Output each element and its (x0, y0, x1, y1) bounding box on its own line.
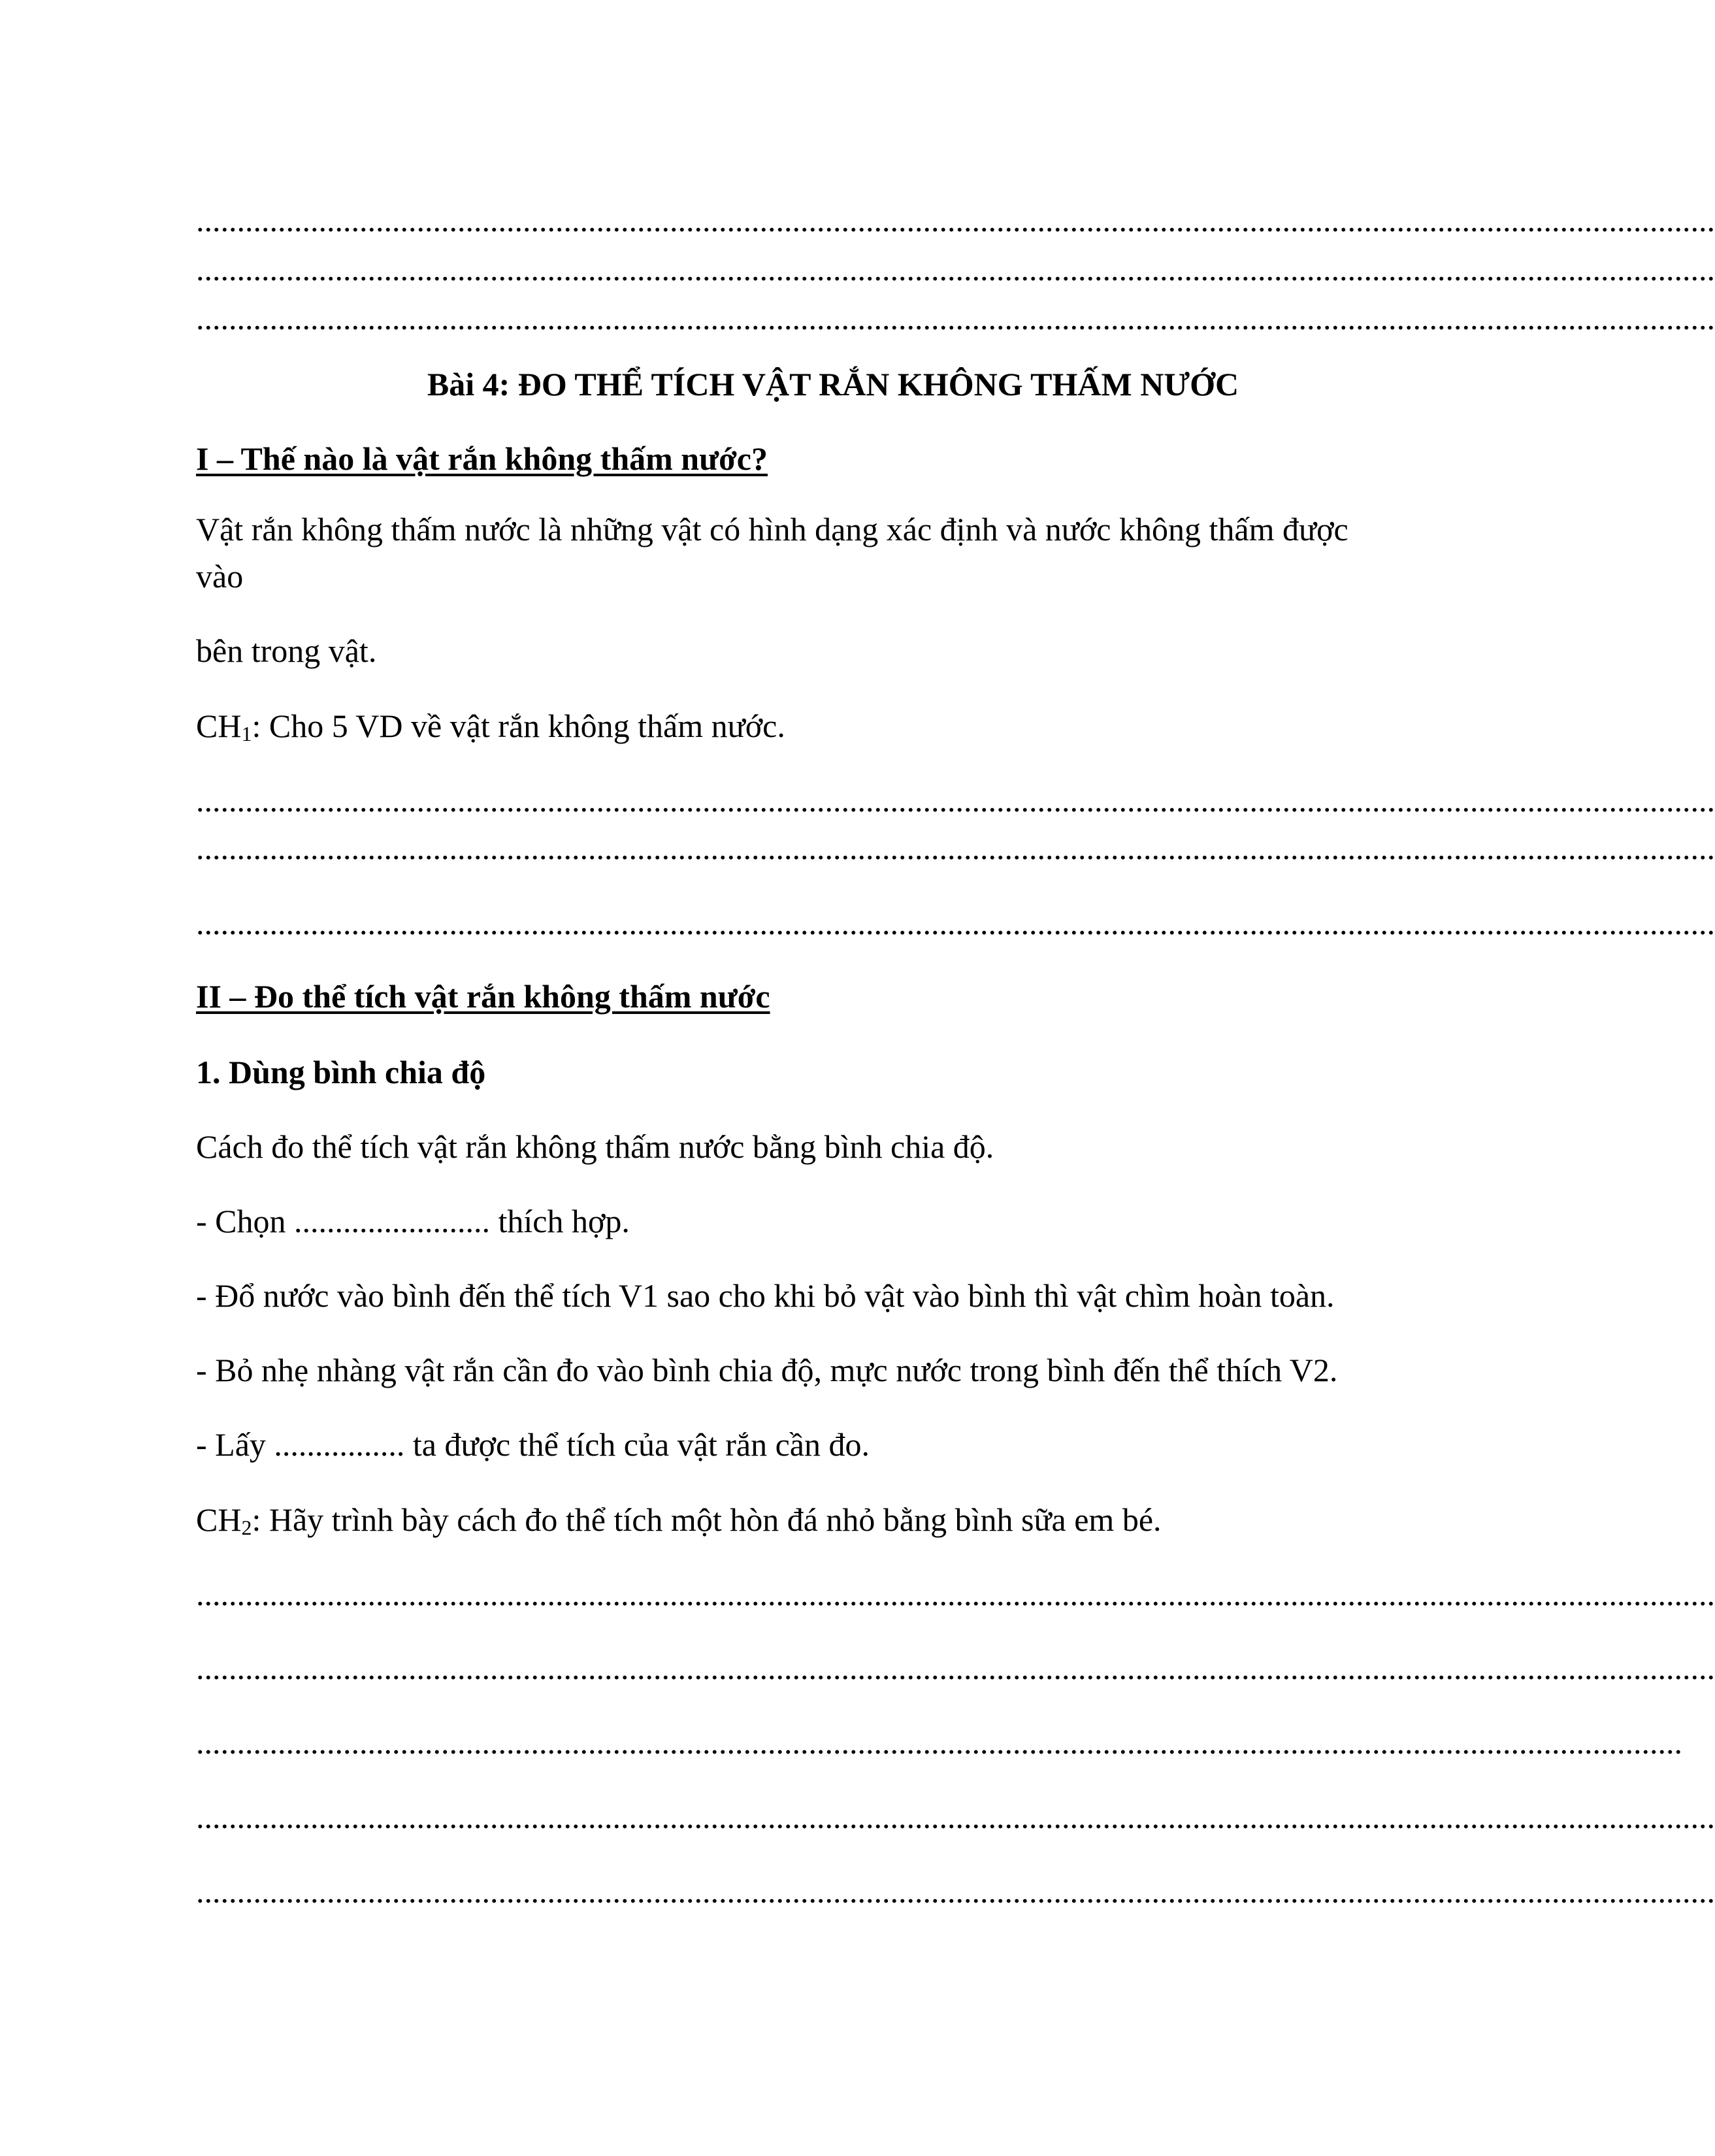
subsection-heading: 1. Dùng bình chia độ (196, 1054, 486, 1090)
question-1-index: 1 (241, 722, 252, 745)
question-2-prefix: CH (196, 1501, 242, 1538)
answer-line: .......................................................................................................................................................................................... (196, 905, 1715, 941)
step-4: - Lấy ................ ta được thể tích của vật rắn cần đo. (196, 1426, 870, 1463)
answer-line: .......................................................................................................................................................................................... (196, 1799, 1715, 1835)
step-3: - Bỏ nhẹ nhàng vật rắn cần đo vào bình chia độ, mực nước trong bình đến thể thích V2. (196, 1352, 1338, 1388)
answer-line: .......................................................................................................................................................................................... (196, 1576, 1715, 1612)
answer-line: .......................................................................................................................................................................................... (196, 251, 1715, 287)
answer-line: .......................................................................................................................................................................................... (196, 1650, 1715, 1686)
answer-line: .......................................................................................................................................................................................... (196, 1873, 1715, 1910)
answer-line: .......................................................................................................................................................................................... (196, 782, 1715, 819)
question-1-prefix: CH (196, 708, 242, 744)
definition-line-2: vào (196, 558, 244, 595)
question-2-text: : Hãy trình bày cách đo thể tích một hòn đá nhỏ bằng bình sữa em bé. (252, 1501, 1162, 1538)
definition-line-1: Vật rắn không thấm nước là những vật có hình dạng xác định và nước không thấm được (196, 511, 1348, 547)
answer-line: .......................................................................................................................................................................................... (196, 830, 1715, 866)
step-2: - Đổ nước vào bình đến thể tích V1 sao cho khi bỏ vật vào bình thì vật chìm hoàn toàn. (196, 1277, 1335, 1314)
method-intro: Cách đo thể tích vật rắn không thấm nước bằng bình chia độ. (196, 1128, 994, 1165)
question-2 (196, 1500, 1470, 1539)
answer-line: ...................................................................................................................................................................................... (196, 1724, 1682, 1761)
question-1-text: : Cho 5 VD về vật rắn không thấm nước. (252, 708, 785, 744)
definition-line-3: bên trong vật. (196, 632, 377, 669)
question-2-index: 2 (241, 1516, 252, 1539)
step-1: - Chọn ........................ thích hợp. (196, 1203, 630, 1239)
question-1 (196, 706, 1470, 745)
section-2-heading: II – Đo thể tích vật rắn không thấm nước (196, 978, 770, 1015)
section-1-heading: I – Thế nào là vật rắn không thấm nước? (196, 440, 768, 477)
answer-line: .......................................................................................................................................................................................... (196, 300, 1715, 336)
lesson-title: Bài 4: ĐO THỂ TÍCH VẬT RẮN KHÔNG THẤM NƯỚC (427, 366, 1239, 402)
answer-line: .......................................................................................................................................................................................... (196, 202, 1715, 238)
